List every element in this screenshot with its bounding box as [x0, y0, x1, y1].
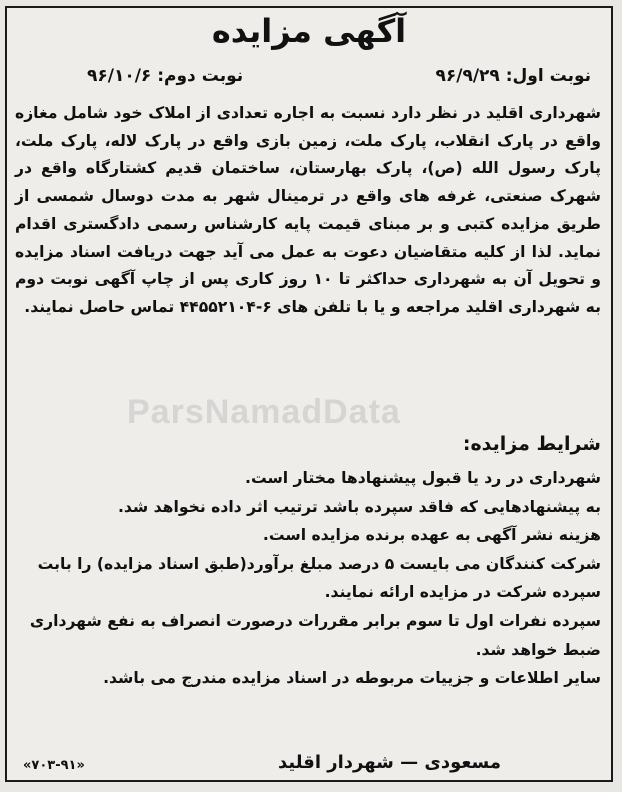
- auction-notice: [5, 6, 613, 782]
- condition-item: سایر اطلاعات و جزییات مربوطه در اسناد مزایده مندرج می باشد.: [103, 669, 601, 688]
- conditions-heading: شرایط مزایده:: [462, 433, 601, 455]
- second-publication-date: نوبت دوم: ۹۶/۱۰/۶: [87, 66, 244, 86]
- condition-item: شرکت کنندگان می بایست ۵ درصد مبلغ برآورد(طبق اسناد مزایده) را بابت سپرده شرکت در مزایده ارائه نمایند.: [37, 554, 601, 602]
- notice-body: شهرداری اقلید در نظر دارد نسبت به اجاره تعدادی از املاک خود شامل مغازه واقع در پارک انقلاب، پارک ملت، زمین بازی واقع در پارک لاله، پارک ملت، پارک رسول الله (ص)، پارک بهارستان، ساختمان قدیم کشتارگاه واقع در شهرک صنعتی، غرفه های واقع در ترمینال شهر به مدت دوسال شمسی از طریق مزایده کتبی و بر مبنای قیمت پایه کارشناس رسمی دادگستری اقدام نماید. لذا از کلیه متقاضیان دعوت به عمل می آید جهت دریافت اسناد مزایده و تحویل آن به شهرداری حداکثر تا ۱۰ روز کاری پس از چاپ آگهی نوبت دوم به شهرداری اقلید مراجعه و یا با تلفن های ۶-۴۴۵۵۲۱۰۴ تماس حاصل نمایند.: [15, 104, 601, 316]
- condition-item: به پیشنهادهایی که فاقد سپرده باشد ترتیب اثر داده نخواهد شد.: [117, 497, 601, 516]
- condition-item: سپرده نفرات اول تا سوم برابر مقررات درصورت انصراف به نفع شهرداری ضبط خواهد شد.: [29, 611, 601, 659]
- condition-item: شهرداری در رد یا قبول پیشنهادها مختار است.: [245, 469, 601, 487]
- condition-item: هزینه نشر آگهی به عهده برنده مزایده است.: [262, 526, 601, 545]
- first-publication-date: نوبت اول: ۹۶/۹/۲۹: [435, 66, 591, 86]
- signature: مسعودی — شهردار اقلید: [277, 752, 501, 773]
- notice-title: آگهی مزایده: [211, 12, 407, 50]
- notice-code: «۷۰۳-۹۱»: [23, 758, 85, 773]
- watermark: ParsNamadData: [127, 393, 401, 431]
- conditions-list: [15, 464, 601, 693]
